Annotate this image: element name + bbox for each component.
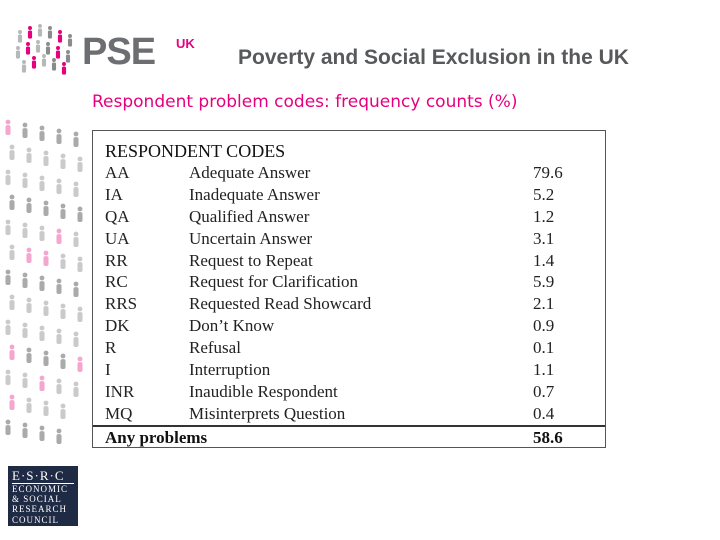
table-row [93,359,605,381]
row-value: 3.1 [533,228,555,248]
row-code: QA [105,206,130,226]
row-code: INR [105,381,135,401]
respondent-codes-table [92,130,606,448]
table-row [93,228,605,250]
pse-logo [14,24,214,80]
esrc-line: COUNCIL [12,514,59,525]
row-label: Requested Read Showcard [189,294,372,314]
row-label: Uncertain Answer [189,228,313,248]
row-code: RC [105,272,128,292]
row-value: 5.2 [533,184,555,204]
row-label: Adequate Answer [189,163,311,182]
table-row [93,271,605,293]
row-value: 0.9 [533,316,555,336]
row-value: 1.1 [533,360,555,380]
table-rows [93,162,605,425]
row-value: 0.1 [533,338,555,358]
row-label: Inaudible Respondent [189,381,338,401]
row-code: AA [105,163,130,182]
row-code: I [105,360,111,380]
logo-uk: UK [176,36,195,51]
row-code: R [105,338,117,358]
row-code: DK [105,316,130,336]
esrc-line: & SOCIAL [12,494,62,505]
table-row [93,250,605,272]
table-row [93,162,605,184]
row-label: Qualified Answer [189,206,310,226]
row-value: 5.9 [533,272,555,292]
table-row [93,315,605,337]
row-code: MQ [105,403,133,423]
row-value: 0.7 [533,381,555,401]
esrc-acronym: E·S·R·C [12,469,74,484]
people-icon [14,24,78,80]
row-value: 1.4 [533,250,555,270]
table-row [93,403,605,425]
logo-text: PSE [82,31,156,73]
page-title: Poverty and Social Exclusion in the UK [238,46,629,69]
table-heading: RESPONDENT CODES [105,141,286,161]
table-row [93,206,605,228]
slide-subtitle: Respondent problem codes: frequency counts (%) [92,92,518,112]
esrc-line: ECONOMIC [12,484,69,494]
row-label: Refusal [189,338,241,358]
summary-value: 58.6 [533,428,563,447]
row-label: Inadequate Answer [189,184,320,204]
row-code: IA [105,184,123,204]
row-value: 2.1 [533,294,555,314]
esrc-logo [8,466,78,526]
table-row [93,184,605,206]
row-label: Don’t Know [189,316,275,336]
summary-row [93,425,605,450]
row-value: 0.4 [533,403,555,423]
esrc-line: RESEARCH [12,504,68,515]
table-row [93,293,605,315]
row-code: RR [105,250,128,270]
row-label: Misinterprets Question [189,403,346,423]
row-value: 79.6 [533,163,563,182]
row-value: 1.2 [533,206,555,226]
row-label: Request to Repeat [189,250,313,270]
row-code: RRS [105,294,138,314]
side-people-icon [0,112,88,452]
row-label: Request for Clarification [189,272,359,292]
summary-label: Any problems [105,428,208,447]
row-code: UA [105,228,130,248]
row-label: Interruption [189,360,271,380]
table-row [93,337,605,359]
table-row [93,381,605,403]
